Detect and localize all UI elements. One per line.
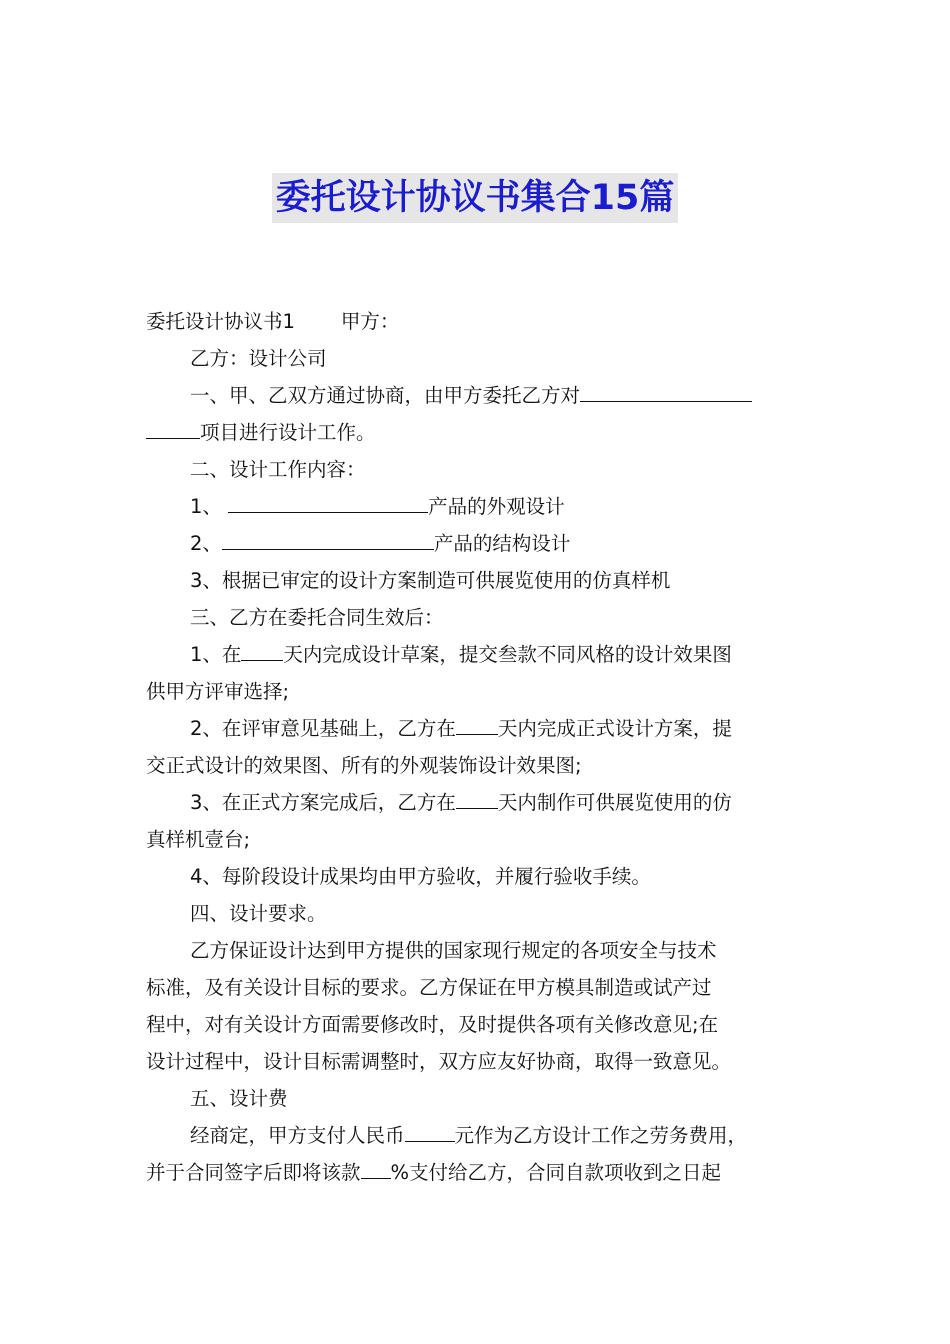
text-line: 交正式设计的效果图、所有的外观装饰设计效果图;: [146, 754, 582, 777]
line-clause-4-p3: [146, 1006, 810, 1043]
line-clause-4-p1: [146, 932, 810, 969]
item-number: 1、: [190, 495, 229, 518]
line-clause-5-p2: [146, 1154, 810, 1191]
text-line: 产品的结构设计: [433, 532, 571, 555]
document-body: [146, 303, 810, 1191]
line-clause-3: [146, 599, 810, 636]
blank-underline: [580, 379, 752, 402]
blank-underline: [456, 712, 498, 735]
blank-underline: [241, 638, 283, 661]
text-line: 天内制作可供展览使用的仿: [497, 791, 732, 814]
line-item-3-3-cont: [146, 821, 810, 858]
line-clause-4: [146, 895, 810, 932]
line-party-b: [146, 340, 810, 377]
document-title: 委托设计协议书集合15篇: [272, 173, 679, 223]
item-number: 2、: [190, 532, 222, 555]
blank-underline: [456, 786, 498, 809]
line-item-2-2: [146, 525, 810, 562]
text-line: 乙方保证设计达到甲方提供的国家现行规定的各项安全与技术: [190, 939, 717, 962]
blank-underline: [222, 527, 434, 550]
line-item-2-1: [146, 488, 810, 525]
blank-underline: [405, 1119, 455, 1142]
text-line: 并于合同签字后即将该款: [146, 1161, 361, 1184]
text-line: %支付给乙方，合同自款项收到之日起: [390, 1161, 722, 1184]
text-line: 元作为乙方设计工作之劳务费用，: [454, 1124, 748, 1147]
line-item-3-1-cont: [146, 673, 810, 710]
text-line: 3、在正式方案完成后，乙方在: [190, 791, 456, 814]
line-clause-1-cont: [146, 414, 810, 451]
text-line: 供甲方评审选择;: [146, 680, 290, 703]
line-clause-4-p4: [146, 1043, 810, 1080]
blank-underline: [146, 416, 200, 439]
line-item-3-2-cont: [146, 747, 810, 784]
line-item-3-1: [146, 636, 810, 673]
line-clause-1: [146, 377, 810, 414]
text-line: 乙方：设计公司: [190, 347, 327, 370]
text-line: 4、每阶段设计成果均由甲方验收，并履行验收手续。: [190, 865, 651, 888]
text-line: 天内完成正式设计方案，提: [497, 717, 732, 740]
text-line: 一、甲、乙双方通过协商，由甲方委托乙方对: [190, 384, 581, 407]
text-line: 设计过程中，设计目标需调整时，双方应友好协商，取得一致意见。: [146, 1050, 732, 1073]
text-line: 四、设计要求。: [190, 902, 327, 925]
line-item-3-3: [146, 784, 810, 821]
title-container: [0, 173, 950, 223]
line-clause-5: [146, 1080, 810, 1117]
line-item-2-3: [146, 562, 810, 599]
line-clause-4-p2: [146, 969, 810, 1006]
text-line: 二、设计工作内容：: [190, 458, 366, 481]
text-line: 3、根据已审定的设计方案制造可供展览使用的仿真样机: [190, 569, 671, 592]
text-line: 三、乙方在委托合同生效后：: [190, 606, 444, 629]
text-line: 1、在: [190, 643, 242, 666]
party-a-label: 甲方：: [340, 310, 400, 333]
blank-underline: [361, 1156, 391, 1179]
text-line: 天内完成设计草案，提交叁款不同风格的设计效果图: [283, 643, 732, 666]
blank-underline: [228, 490, 428, 513]
text-line: 经商定，甲方支付人民币: [190, 1124, 405, 1147]
line-clause-5-p1: [146, 1117, 810, 1154]
section-heading: 委托设计协议书1: [146, 310, 295, 333]
line-item-3-4: [146, 858, 810, 895]
text-line: 2、在评审意见基础上，乙方在: [190, 717, 456, 740]
text-line: 标准，及有关设计目标的要求。乙方保证在甲方模具制造或试产过: [146, 976, 712, 999]
line-heading: [146, 303, 810, 340]
text-line: 程中，对有关设计方面需要修改时，及时提供各项有关修改意见;在: [146, 1013, 719, 1036]
text-line: 五、设计费: [190, 1087, 288, 1110]
text-line: 真样机壹台;: [146, 828, 251, 851]
text-line: 产品的外观设计: [428, 495, 565, 518]
line-clause-2: [146, 451, 810, 488]
line-item-3-2: [146, 710, 810, 747]
text-line: 项目进行设计工作。: [200, 421, 376, 444]
